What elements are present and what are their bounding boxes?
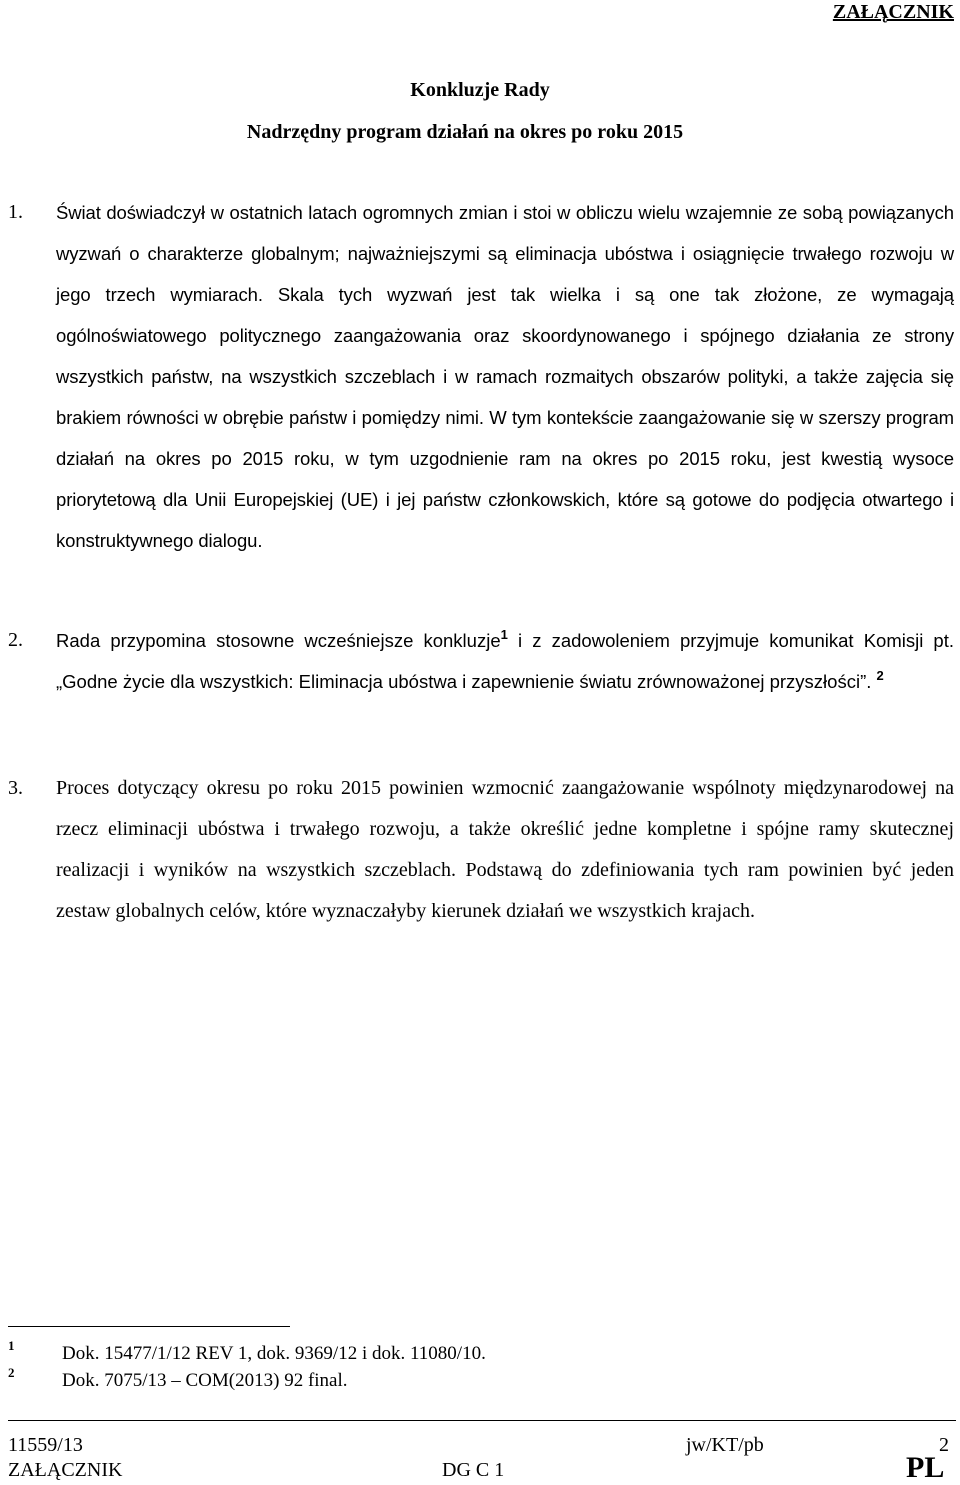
footer-dg: DG C 1 [442, 1459, 505, 1481]
footnote-number: 1 [8, 1338, 15, 1353]
footer-initials: jw/KT/pb [686, 1434, 764, 1456]
footer-separator [8, 1420, 956, 1421]
annex-header-label: ZAŁĄCZNIK [832, 1, 954, 23]
footnote-number: 2 [8, 1365, 15, 1380]
footnote-text: Dok. 15477/1/12 REV 1, dok. 9369/12 i dok. 11080/10. [62, 1343, 486, 1364]
paragraph-text: Proces dotyczący okresu po roku 2015 powinien wzmocnić zaangażowanie wspólnoty międzynarodowej na rzecz eliminacji ubóstwa i trwałego rozwoju, a także określić jedne kompletne i spójne ramy skutecznej realizacji i wyników na wszystkich szczeblach. Podstawą do zdefiniowania tych ram powinien być jeden zestaw globalnych celów, które wyznaczałyby kierunek działań we wszystkich krajach. [56, 777, 954, 922]
document-title: Konkluzje Rady [410, 79, 550, 101]
footer-doc-code: 11559/13 [8, 1434, 83, 1456]
paragraph-text [56, 620, 954, 702]
paragraph-number: 2. [8, 629, 23, 651]
paragraph-number: 1. [8, 201, 23, 223]
document-subtitle: Nadrzędny program działań na okres po roku 2015 [246, 121, 684, 143]
footer-page-number: 2 [939, 1434, 949, 1456]
footnote-ref-1: 1 [500, 627, 508, 642]
footer-annex-label: ZAŁĄCZNIK [8, 1459, 123, 1481]
paragraph-text-part: Rada przypomina stosowne wcześniejsze konkluzje [56, 630, 501, 651]
footnote-separator [8, 1326, 290, 1327]
paragraph-number: 3. [8, 777, 23, 799]
paragraph-text-part: i z zadowoleniem przyjmuje komunikat Komisji pt. „Godne życie dla wszystkich: Eliminacja ubóstwa i zapewnienie światu zrównoważonej przyszłości”. [56, 630, 955, 692]
paragraph-text: Świat doświadczył w ostatnich latach ogromnych zmian i stoi w obliczu wielu wzajemnie ze sobą powiązanych wyzwań o charakterze globalnym; najważniejszymi są eliminacja ubóstwa i osiągnięcie trwałego rozwoju w jego trzech wymiarach. Skala tych wyzwań jest tak wielka i są one tak złożone, ze wymagają ogólnoświatowego politycznego zaangażowania oraz skoordynowanego i spójnego działania ze strony wszystkich państw, na wszystkich szczeblach i w ramach rozmaitych obszarów polityki, a także zajęcia się brakiem równości w obrębie państw i pomiędzy nimi. W tym kontekście zaangażowanie się w szerszy program działań na okres po 2015 roku, w tym uzgodnienie ram na okres po 2015 roku, jest kwestią wysoce priorytetową dla Unii Europejskiej (UE) i jej państw członkowskich, które są gotowe do podjęcia otwartego i konstruktywnego dialogu. [56, 202, 954, 551]
footer-language-code: PL [906, 1451, 945, 1484]
footnote-ref-2: 2 [876, 668, 884, 683]
footnote-text: Dok. 7075/13 – COM(2013) 92 final. [62, 1370, 348, 1391]
